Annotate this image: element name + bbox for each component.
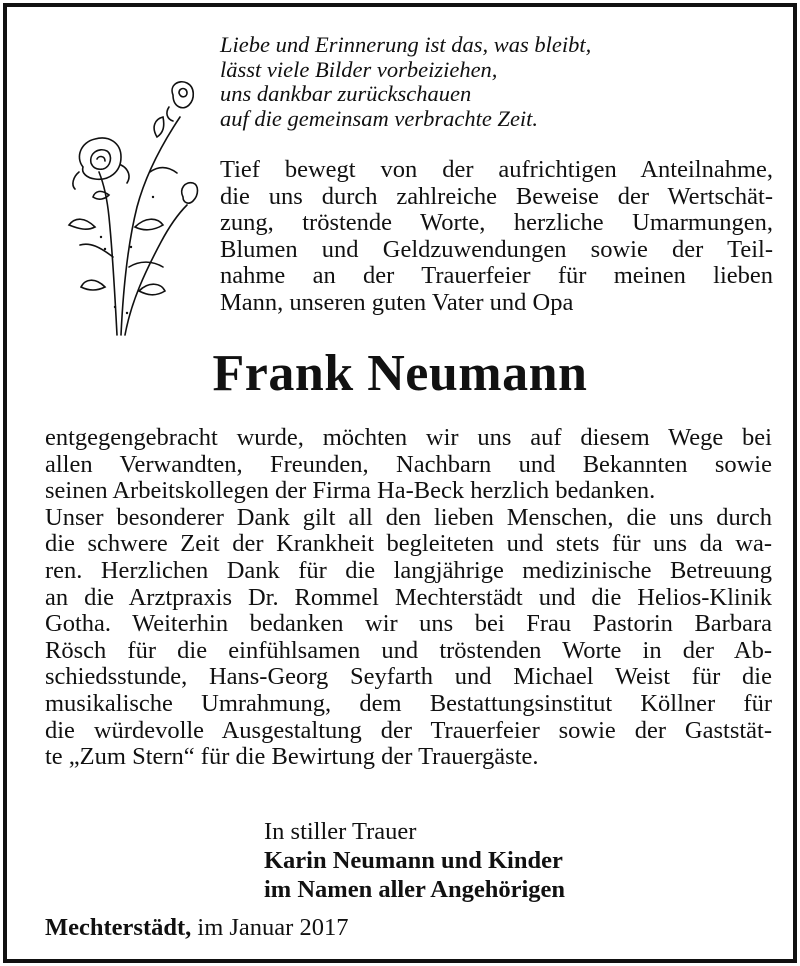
intro-line: Mann, unseren guten Vater und Opa [220,288,574,316]
signature-intro: In stiller Trauer [264,818,417,845]
signature-block [264,817,684,904]
poem-line: Liebe und Erinnerung ist das, was bleibt, [220,32,592,57]
place-name: Mechterstädt, [45,914,192,941]
poem-line: lässt viele Bilder vorbeiziehen, [220,56,498,82]
thanks-paragraph [45,425,772,771]
body-line: te „Zum Stern“ für die Bewirtung der Trauergäste. [45,743,539,771]
body-line: entgegengebracht wurde, möchten wir uns auf diesem Wege bei [45,424,772,451]
signature-family: Karin Neumann und Kinder [264,847,563,874]
intro-line: Tief bewegt von der aufrichtigen Anteilnahme, [220,156,773,183]
body-line: ren. Herzlichen Dank für die langjährige medizinische Betreuung [45,556,772,584]
body-line: Gotha. Weiterhin bedanken wir uns bei Frau Pastorin Barbara [45,610,772,638]
intro-line: nahme an der Trauerfeier für meinen lieben [220,262,773,289]
deceased-name: Frank Neumann [212,345,588,402]
intro-line: zung, tröstende Worte, herzliche Umarmungen, [220,209,773,236]
body-line: Rösch für die einfühlsamen und tröstenden Worte in der Ab- [45,636,772,664]
rose-illustration-icon [65,77,200,339]
body-line: musikalische Umrahmung, dem Bestattungsinstitut Köllner für [45,689,772,717]
memorial-poem [220,33,780,131]
body-line: die schwere Zeit der Krankheit begleiteten und stets für uns da wa- [45,530,772,558]
place-date [45,913,348,942]
body-line: die würdevolle Ausgestaltung der Trauerfeier sowie der Gaststät- [45,716,772,744]
intro-line: Blumen und Geldzuwendungen sowie der Teil- [220,235,773,263]
intro-paragraph [220,157,773,316]
body-line: schiedsstunde, Hans-Georg Seyfarth und Michael Weist für die [45,663,772,691]
intro-line: die uns durch zahlreiche Beweise der Wertschät- [220,182,773,210]
obituary-card [3,3,797,963]
body-line: seinen Arbeitskollegen der Firma Ha-Beck herzlich bedanken. [45,477,656,505]
body-line: an die Arztpraxis Dr. Rommel Mechterstädt und die Helios-Klinik [45,583,772,611]
date-text: im Januar 2017 [197,914,349,941]
signature-relatives: im Namen aller Angehörigen [264,876,566,903]
body-line: Unser besonderer Dank gilt all den lieben Menschen, die uns durch [45,503,772,531]
body-line: allen Verwandten, Freunden, Nachbarn und Bekannten sowie [45,450,772,478]
poem-line: uns dankbar zurückschauen [220,81,472,106]
poem-line: auf die gemeinsam verbrachte Zeit. [220,105,539,131]
